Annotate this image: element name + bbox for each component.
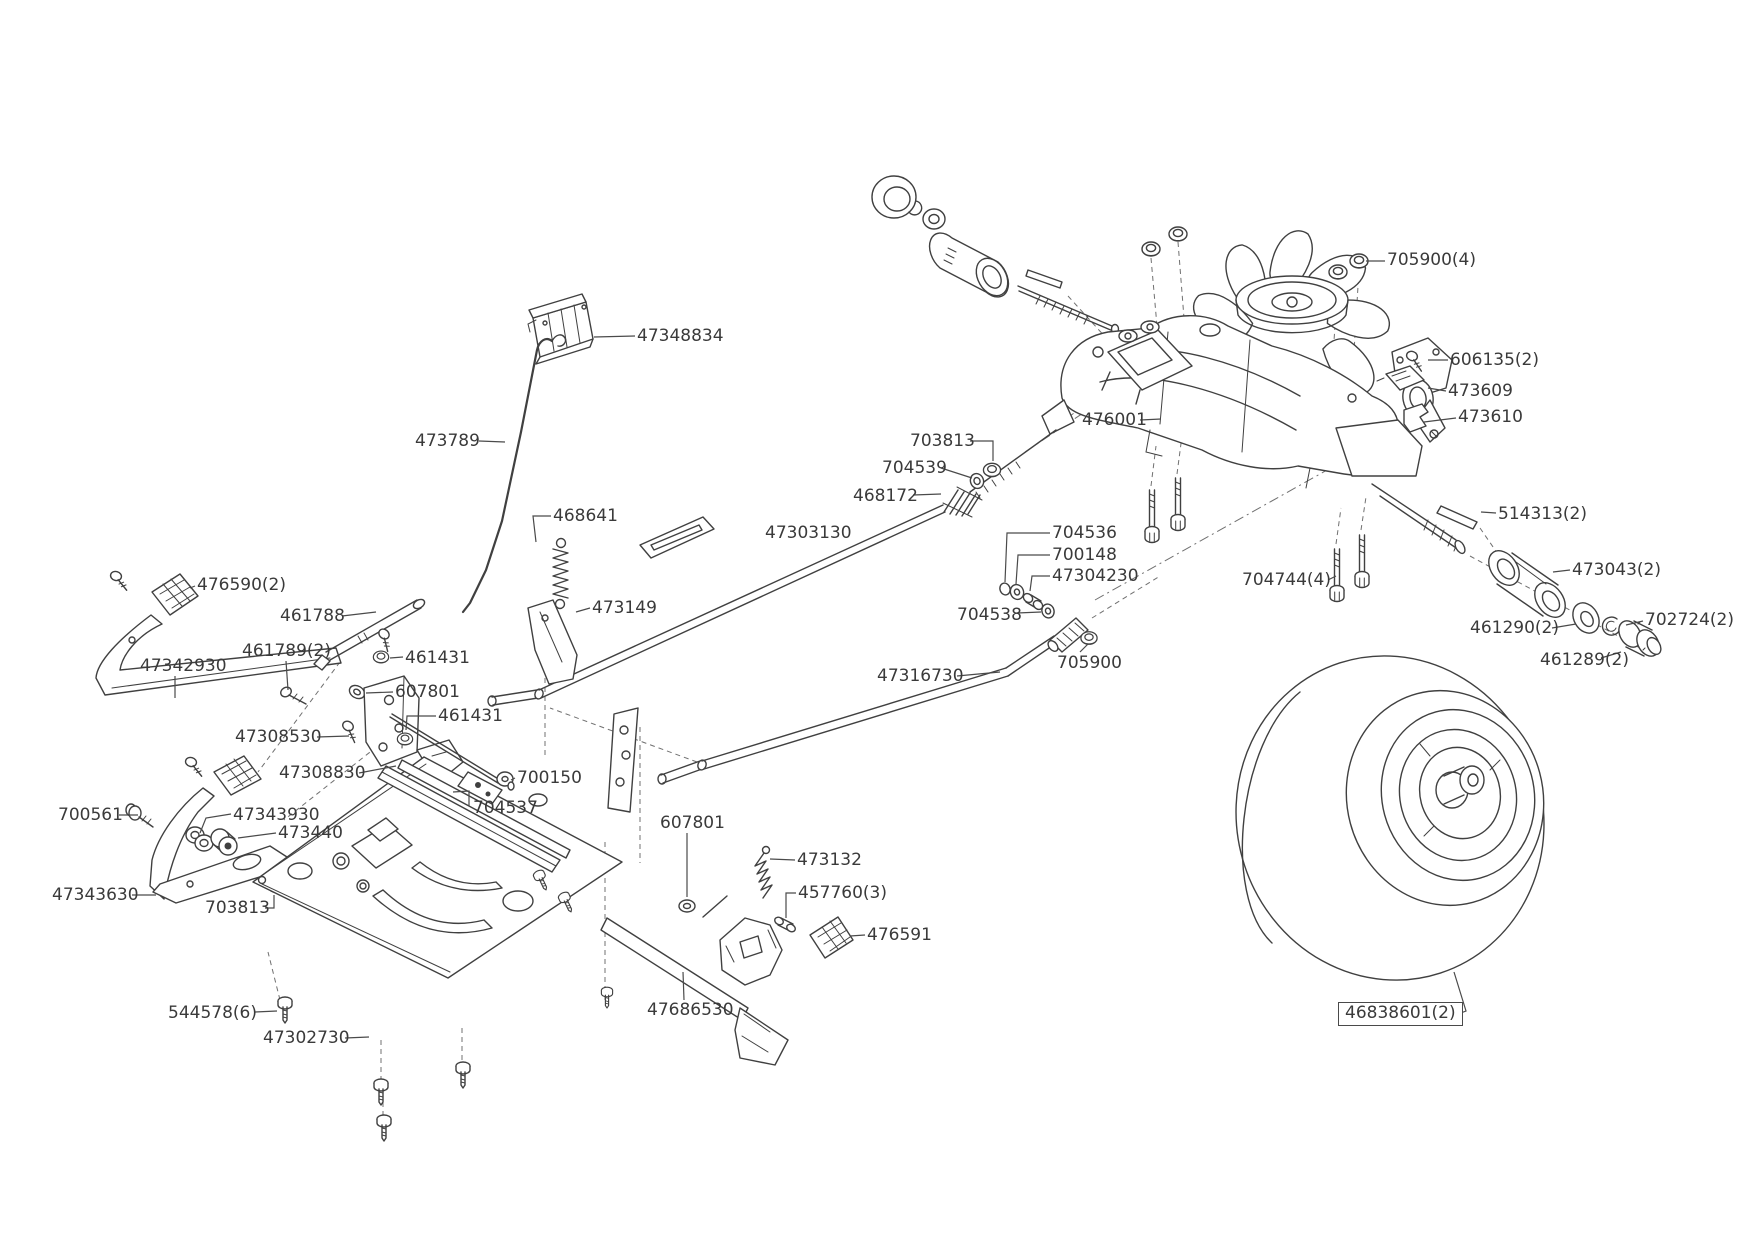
ferrule-47304230 <box>1022 592 1045 612</box>
washer-704539 <box>968 472 985 491</box>
part-label-473789: 473789 <box>415 431 480 451</box>
part-label-705900-a: 705900(4) <box>1387 250 1476 270</box>
part-label-473440: 473440 <box>278 823 343 843</box>
transaxle-assembly <box>1042 227 1664 660</box>
part-label-461788: 461788 <box>280 606 345 626</box>
part-label-703813-a: 703813 <box>910 431 975 451</box>
shift-lever-parts <box>463 294 714 684</box>
part-label-473043: 473043(2) <box>1572 560 1661 580</box>
rod-473789 <box>463 339 552 612</box>
part-label-47302730: 47302730 <box>263 1028 350 1048</box>
part-label-705900-b: 705900 <box>1057 653 1122 673</box>
part-label-468641: 468641 <box>553 506 618 526</box>
part-label-607801-b: 607801 <box>660 813 725 833</box>
part-label-46838601: 46838601(2) <box>1338 1002 1463 1026</box>
part-label-700150: 700150 <box>517 768 582 788</box>
part-label-47342930: 47342930 <box>140 656 227 676</box>
screw-544578 <box>374 1079 388 1105</box>
bolt <box>338 719 363 742</box>
part-label-461290: 461290(2) <box>1470 618 1559 638</box>
part-label-47303130: 47303130 <box>765 523 852 543</box>
panel-47348834 <box>528 294 593 364</box>
part-label-457760: 457760(3) <box>798 883 887 903</box>
bolt-704744 <box>1330 549 1344 602</box>
part-label-704538: 704538 <box>957 605 1022 625</box>
part-label-700148: 700148 <box>1052 545 1117 565</box>
base-plate-47302730 <box>253 757 622 978</box>
part-label-703813-b: 703813 <box>205 898 270 918</box>
part-label-47686530: 47686530 <box>647 1000 734 1020</box>
part-label-704539: 704539 <box>882 458 947 478</box>
part-label-47308530: 47308530 <box>235 727 322 747</box>
bolt <box>108 570 131 590</box>
bushing-473440 <box>211 829 237 855</box>
pin-457760 <box>773 916 796 934</box>
part-label-461431-b: 461431 <box>438 706 503 726</box>
part-label-468172: 468172 <box>853 486 918 506</box>
nut-703813 <box>983 463 1000 476</box>
washer-704536 <box>998 582 1012 597</box>
part-label-476001: 476001 <box>1082 410 1147 430</box>
part-label-47343930: 47343930 <box>233 805 320 825</box>
spring-473132 <box>703 847 772 918</box>
part-label-461789: 461789(2) <box>242 641 331 661</box>
part-label-476590: 476590(2) <box>197 575 286 595</box>
part-label-700561: 700561 <box>58 805 123 825</box>
part-label-702724: 702724(2) <box>1645 610 1734 630</box>
pedal-pad-476590 <box>152 574 198 615</box>
pedal-pad-476591 <box>810 917 853 958</box>
screw-544578 <box>456 1062 470 1088</box>
slotted-strap <box>608 708 638 812</box>
part-label-544578: 544578(6) <box>168 1003 257 1023</box>
nut-461431 <box>373 651 388 663</box>
part-label-607801-a: 607801 <box>395 682 460 702</box>
part-label-473149: 473149 <box>592 598 657 618</box>
pedal-pad <box>214 756 261 795</box>
flange-nut <box>1329 265 1347 279</box>
shoulder-bolt-461789 <box>279 685 306 704</box>
spring-468172 <box>943 487 982 517</box>
part-label-473610: 473610 <box>1458 407 1523 427</box>
part-label-461289: 461289(2) <box>1540 650 1629 670</box>
gate-plate <box>640 517 714 558</box>
part-label-514313: 514313(2) <box>1498 504 1587 524</box>
nut-461431 <box>397 733 412 745</box>
bolt-704744 <box>1145 490 1159 543</box>
bolt-704744 <box>1171 478 1185 531</box>
flange-nut <box>1169 227 1187 241</box>
part-label-47348834: 47348834 <box>637 326 724 346</box>
part-label-47304230: 47304230 <box>1052 566 1139 586</box>
part-label-476591: 476591 <box>867 925 932 945</box>
brake-pedal-casting <box>720 918 782 985</box>
part-label-704744: 704744(4) <box>1242 570 1331 590</box>
bolt-461431 <box>373 627 398 651</box>
part-label-704537: 704537 <box>473 798 538 818</box>
part-label-47343630: 47343630 <box>52 885 139 905</box>
input-shaft-parts <box>872 176 1119 334</box>
part-label-606135: 606135(2) <box>1450 350 1539 370</box>
strap-473149 <box>528 600 577 684</box>
bolt <box>183 756 206 776</box>
rear-wheel <box>1194 616 1586 1021</box>
washer-607801 <box>679 900 695 912</box>
nut-705900 <box>1081 632 1097 645</box>
part-label-47316730: 47316730 <box>877 666 964 686</box>
spring-468641 <box>553 539 568 609</box>
part-label-47308830: 47308830 <box>279 763 366 783</box>
rod-47316730 <box>658 618 1088 784</box>
screw-544578 <box>377 1115 391 1141</box>
part-label-473132: 473132 <box>797 850 862 870</box>
part-label-704536: 704536 <box>1052 523 1117 543</box>
flange-nut <box>1142 242 1160 256</box>
part-label-473609: 473609 <box>1448 381 1513 401</box>
screw-544578 <box>278 997 292 1023</box>
part-label-461431-a: 461431 <box>405 648 470 668</box>
bolt-704744 <box>1355 535 1369 588</box>
axle-shaft <box>1336 420 1467 555</box>
flange-nut <box>1350 254 1368 268</box>
